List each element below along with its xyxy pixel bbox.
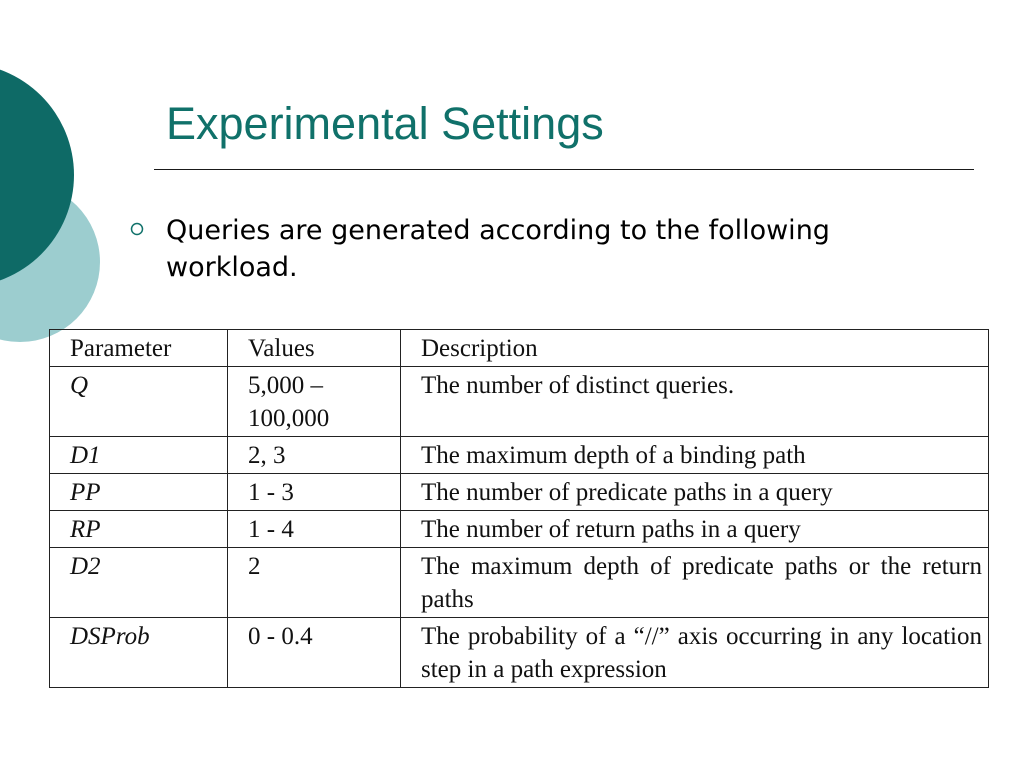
values-cell: 1 - 4: [228, 511, 401, 548]
description-cell: The number of predicate paths in a query: [401, 474, 989, 511]
values-cell: 2, 3: [228, 437, 401, 474]
workload-table-container: [49, 329, 988, 688]
header-values: Values: [228, 330, 401, 367]
values-cell: 2: [228, 548, 401, 618]
header-description: Description: [401, 330, 989, 367]
table-row: [50, 474, 989, 511]
parameter-cell: PP: [50, 474, 228, 511]
parameter-cell: RP: [50, 511, 228, 548]
slide-title: Experimental Settings: [166, 98, 604, 149]
values-cell: 1 - 3: [228, 474, 401, 511]
values-cell: 5,000 – 100,000: [228, 367, 401, 437]
table-row: [50, 618, 989, 688]
header-parameter: Parameter: [50, 330, 228, 367]
description-cell: The number of distinct queries.: [401, 367, 989, 437]
title-divider: [154, 169, 974, 170]
description-cell: The maximum depth of a binding path: [401, 437, 989, 474]
parameter-cell: D2: [50, 548, 228, 618]
description-cell: The maximum depth of predicate paths or the return paths: [401, 548, 989, 618]
table-row: [50, 511, 989, 548]
table-row: [50, 437, 989, 474]
values-cell: 0 - 0.4: [228, 618, 401, 688]
description-cell: The number of return paths in a query: [401, 511, 989, 548]
description-cell: The probability of a “//” axis occurring in any location step in a path expression: [401, 618, 989, 688]
bullet-text: Queries are generated according to the following workload.: [166, 215, 830, 283]
table-row: [50, 548, 989, 618]
table-row: [50, 367, 989, 437]
workload-parameters-table: [49, 329, 989, 688]
hollow-circle-bullet-icon: [130, 222, 144, 236]
table-header-row: [50, 330, 989, 367]
parameter-cell: Q: [50, 367, 228, 437]
parameter-cell: D1: [50, 437, 228, 474]
parameter-cell: DSProb: [50, 618, 228, 688]
